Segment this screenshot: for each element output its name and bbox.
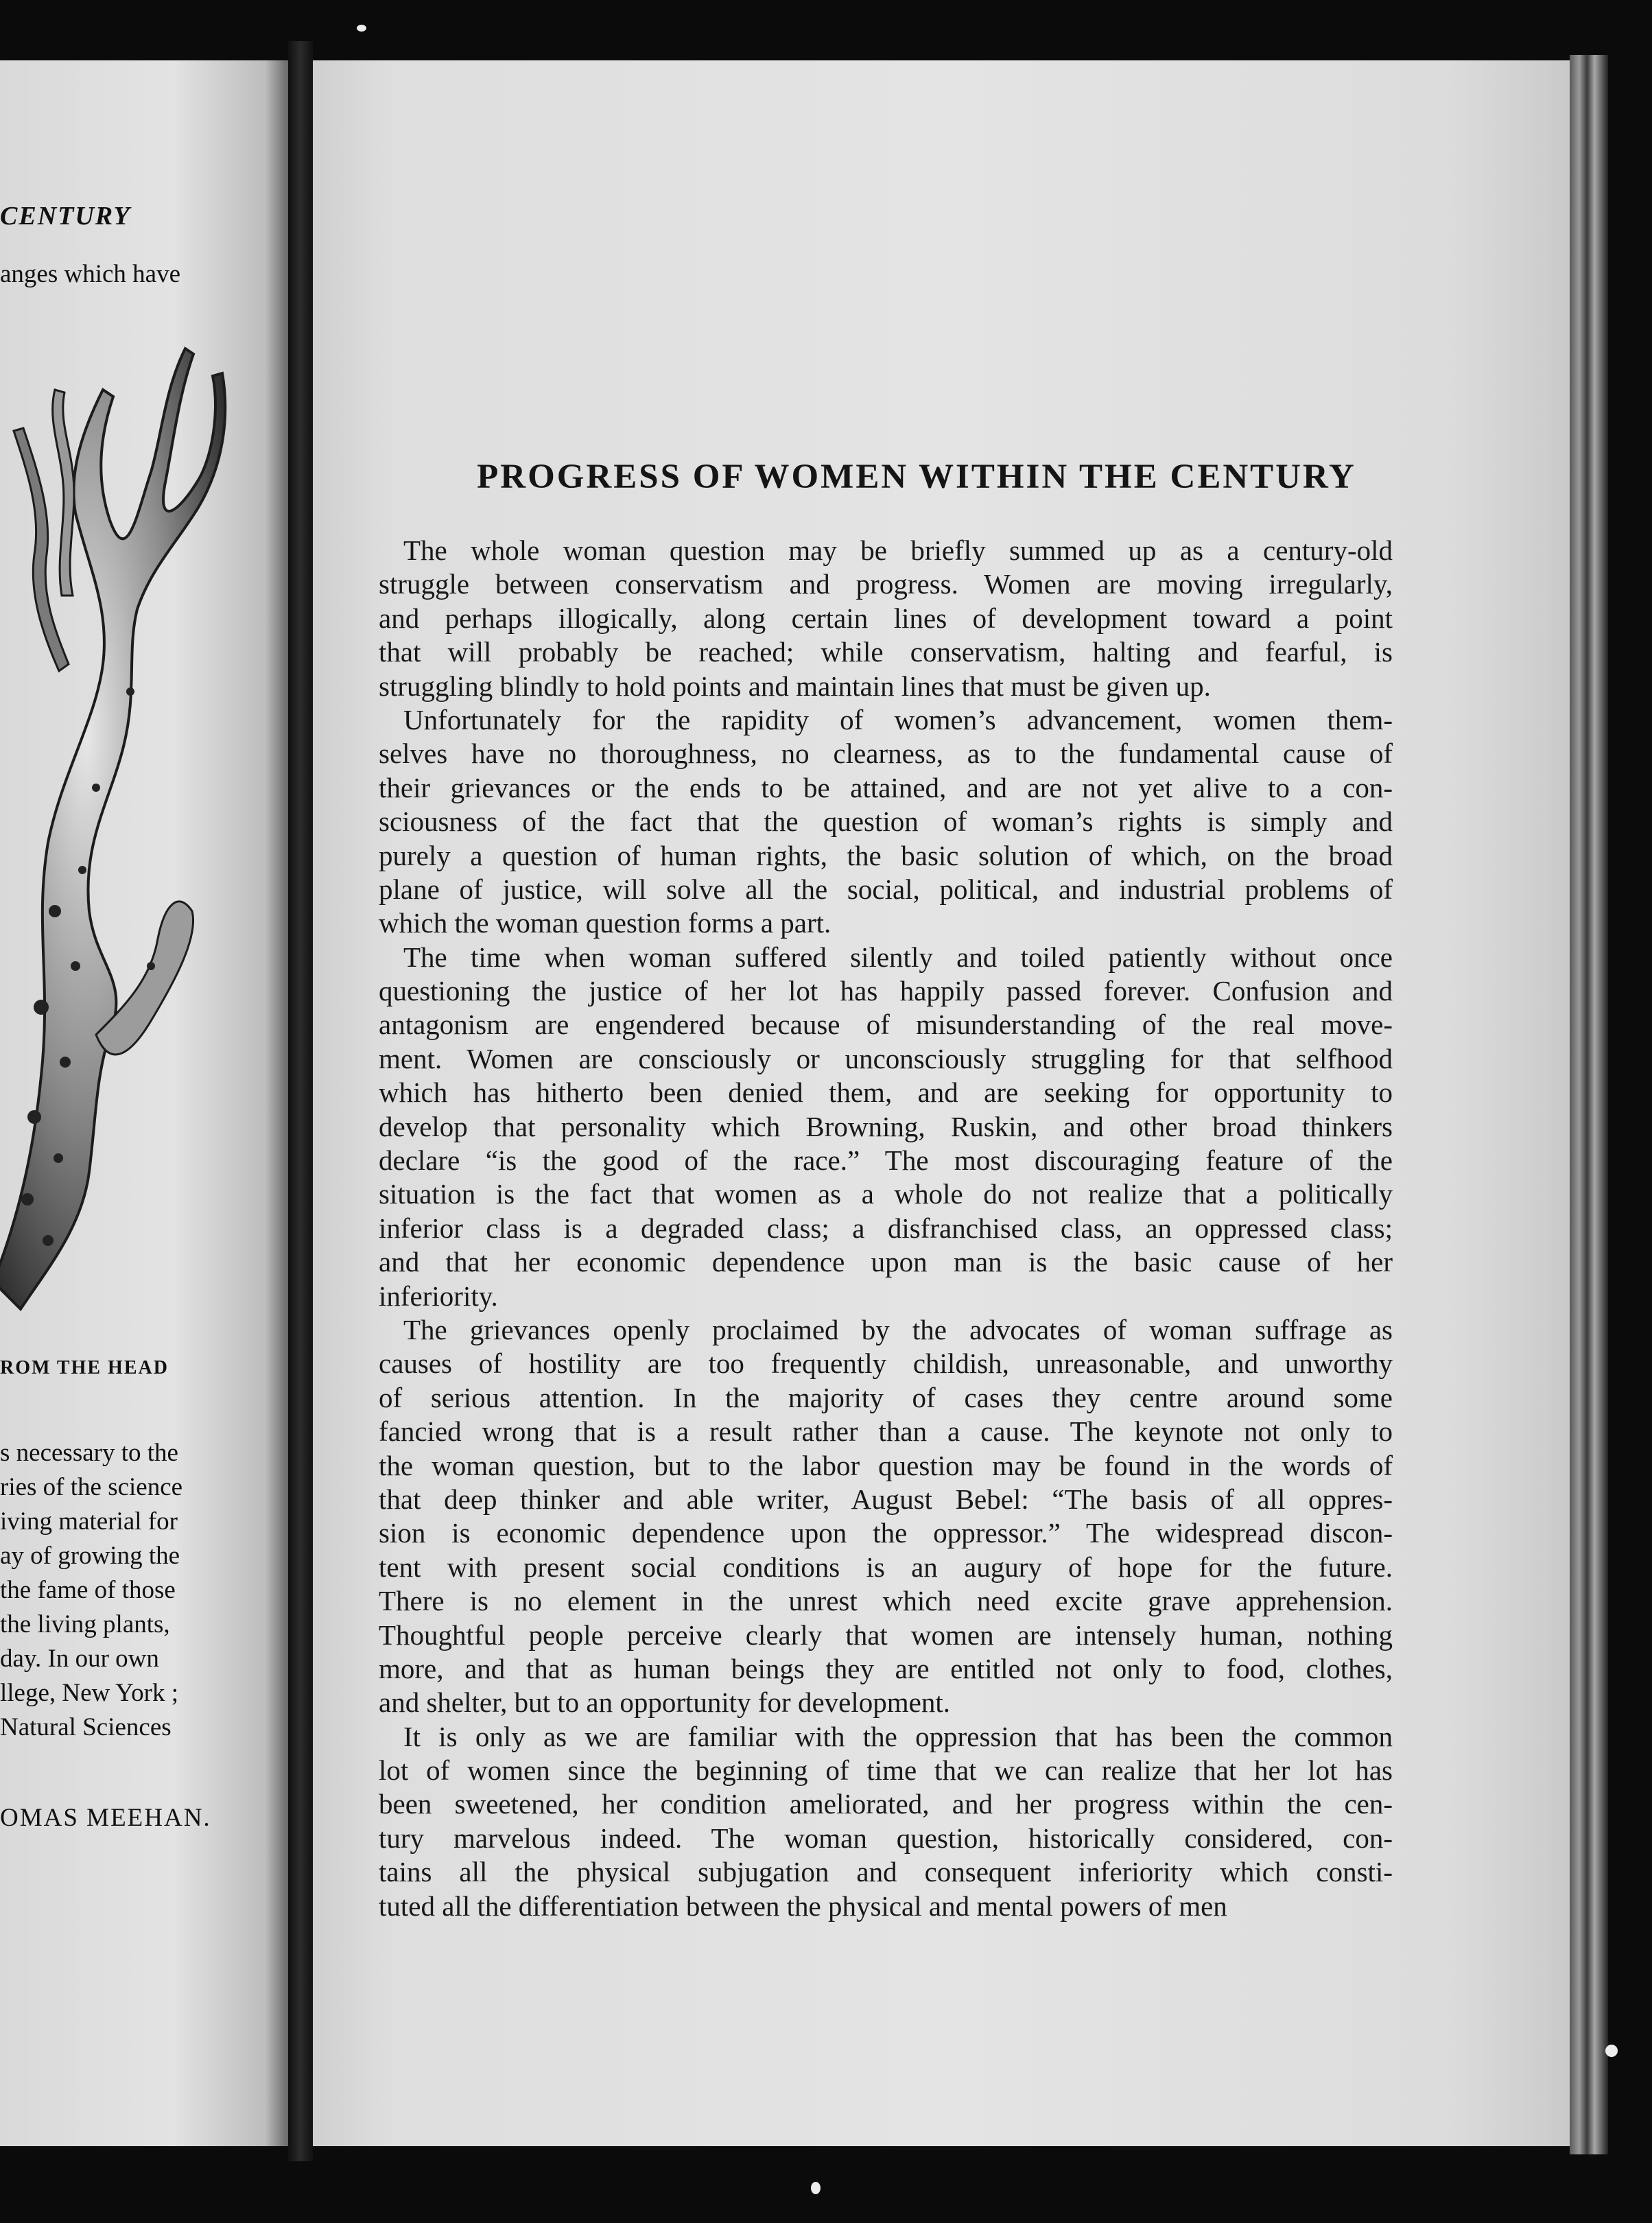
text-line: which has hitherto been denied them, and are seeking for opportunity to: [379, 1077, 1393, 1109]
text-line: develop that personality which Browning, Ruskin, and other broad thinkers: [379, 1110, 1393, 1142]
text-line: sciousness of the fact that the question of woman’s rights is simply and: [379, 805, 1393, 838]
scan-speck: [811, 2182, 821, 2194]
text-line: sion is economic dependence upon the oppressor.” The widespread discon-: [379, 1517, 1393, 1549]
left-page-text-fragment: ries of the science: [0, 1473, 183, 1501]
coral-illustration: [0, 307, 240, 1337]
text-line: struggle between conservatism and progress. Women are moving irregularly,: [379, 568, 1393, 600]
scan-speck: [357, 25, 366, 32]
text-line: situation is the fact that women as a whole do not realize that a politically: [379, 1178, 1393, 1210]
author-signature: OMAS MEEHAN.: [0, 1804, 211, 1832]
left-page-text-fragment: s necessary to the: [0, 1439, 178, 1467]
left-page-text-fragment: day. In our own: [0, 1645, 159, 1673]
article-title: PROGRESS OF WOMEN WITHIN THE CENTURY: [477, 458, 1356, 496]
text-line: and that her economic dependence upon man is the basic cause of her: [379, 1246, 1393, 1278]
left-page-text-fragment: anges which have: [0, 260, 181, 288]
text-line: plane of justice, will solve all the social, political, and industrial problems of: [379, 873, 1393, 905]
left-page-running-header: CENTURY: [0, 202, 131, 231]
book-gutter: [288, 41, 313, 2161]
text-line: causes of hostility are too frequently childish, unreasonable, and unworthy: [379, 1348, 1393, 1380]
text-line: Thoughtful people perceive clearly that women are intensely human, nothing: [379, 1619, 1393, 1651]
text-line: tuted all the differentiation between the physical and mental powers of men: [379, 1890, 1227, 1922]
text-line: been sweetened, her condition ameliorated, and her progress within the cen-: [379, 1788, 1393, 1820]
text-line: tains all the physical subjugation and consequent inferiority which consti-: [379, 1856, 1393, 1888]
text-line: tent with present social conditions is an augury of hope for the future.: [379, 1551, 1393, 1583]
text-line: declare “is the good of the race.” The most discouraging feature of the: [379, 1144, 1393, 1177]
text-line: Unfortunately for the rapidity of women’s advancement, women them-: [403, 703, 1393, 736]
left-page-text-fragment: the fame of those: [0, 1576, 176, 1604]
left-page: [0, 60, 288, 2146]
text-line: fancied wrong that is a result rather than a cause. The keynote not only to: [379, 1415, 1393, 1448]
book-page-edge: [1570, 55, 1608, 2154]
text-line: It is only as we are familiar with the oppression that has been the common: [403, 1720, 1393, 1752]
text-line: and perhaps illogically, along certain lines of development toward a point: [379, 602, 1393, 634]
text-line: questioning the justice of her lot has happily passed forever. Confusion and: [379, 975, 1393, 1007]
left-page-text-fragment: ay of growing the: [0, 1542, 180, 1570]
text-line: lot of women since the beginning of time that we can realize that her lot has: [379, 1754, 1393, 1787]
text-line: The grievances openly proclaimed by the advocates of woman suffrage as: [403, 1313, 1393, 1345]
text-line: The whole woman question may be briefly summed up as a century-old: [403, 534, 1393, 566]
text-line: There is no element in the unrest which need excite grave apprehension.: [379, 1585, 1393, 1617]
text-line: ment. Women are consciously or unconsciously struggling for that selfhood: [379, 1042, 1393, 1074]
right-page: [313, 60, 1575, 2146]
text-line: their grievances or the ends to be attained, and are not yet alive to a con-: [379, 771, 1393, 803]
left-page-text-fragment: Natural Sciences: [0, 1713, 172, 1741]
text-line: and shelter, but to an opportunity for development.: [379, 1686, 950, 1719]
text-line: selves have no thoroughness, no clearness, as to the fundamental cause of: [379, 738, 1393, 770]
scan-speck: [1605, 2045, 1618, 2057]
text-line: inferior class is a degraded class; a disfranchised class, an oppressed class;: [379, 1212, 1393, 1244]
text-line: antagonism are engendered because of misunderstanding of the real move-: [379, 1009, 1393, 1041]
text-line: of serious attention. In the majority of cases they centre around some: [379, 1381, 1393, 1413]
text-line: which the woman question forms a part.: [379, 907, 831, 939]
text-line: more, and that as human beings they are entitled not only to food, clothes,: [379, 1652, 1393, 1684]
text-line: tury marvelous indeed. The woman question, historically considered, con-: [379, 1822, 1393, 1854]
article-body: [379, 534, 1393, 1923]
text-line: struggling blindly to hold points and maintain lines that must be given up.: [379, 670, 1211, 702]
text-line: that deep thinker and able writer, August Bebel: “The basis of all oppres-: [379, 1483, 1393, 1515]
text-line: inferiority.: [379, 1280, 498, 1312]
text-line: purely a question of human rights, the basic solution of which, on the broad: [379, 839, 1393, 871]
text-line: The time when woman suffered silently and toiled patiently without once: [403, 941, 1393, 973]
left-page-text-fragment: iving material for: [0, 1507, 178, 1536]
text-line: that will probably be reached; while conservatism, halting and fearful, is: [379, 636, 1393, 668]
text-line: the woman question, but to the labor question may be found in the words of: [379, 1449, 1393, 1481]
left-page-text-fragment: llege, New York ;: [0, 1679, 179, 1707]
figure-caption: ROM THE HEAD: [0, 1357, 169, 1378]
left-page-text-fragment: the living plants,: [0, 1610, 170, 1638]
